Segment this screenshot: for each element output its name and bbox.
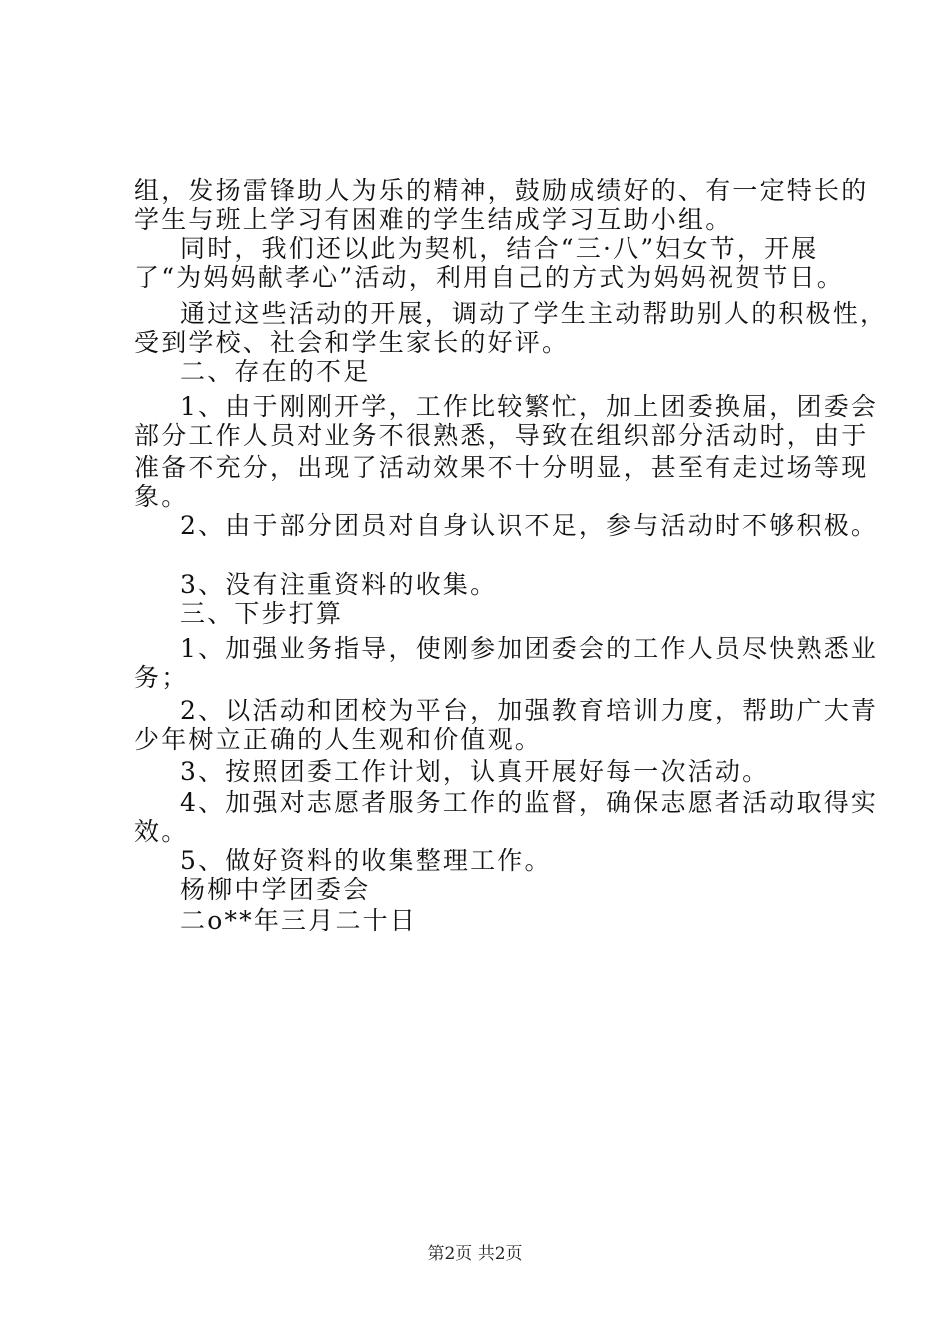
text-line: 通过这些活动的开展，调动了学生主动帮助别人的积极性，	[180, 299, 888, 328]
text-line: 受到学校、社会和学生家长的好评。	[134, 328, 570, 357]
text-line: 少年树立正确的人生观和价值观。	[134, 725, 543, 754]
section-heading: 二、存在的不足	[180, 357, 371, 386]
text-line: 务；	[134, 663, 189, 692]
text-line: 学生与班上学习有困难的学生结成学习互助小组。	[134, 205, 733, 234]
text-line: 2、由于部分团员对自身认识不足，参与活动时不够积极。	[180, 511, 879, 540]
text-line: 1、由于刚刚开学，工作比较繁忙，加上团委换届，团委会	[180, 392, 879, 421]
text-line: 了“为妈妈献孝心”活动，利用自己的方式为妈妈祝贺节日。	[134, 263, 844, 292]
text-line: 5、做好资料的收集整理工作。	[180, 846, 552, 875]
text-line: 象。	[134, 482, 189, 511]
signature-organization: 杨柳中学团委会	[180, 875, 371, 904]
text-line: 4、加强对志愿者服务工作的监督，确保志愿者活动取得实	[180, 788, 879, 817]
section-heading: 三、下步打算	[180, 599, 344, 628]
text-line: 部分工作人员对业务不很熟悉，导致在组织部分活动时，由于	[134, 421, 869, 450]
text-line: 2、以活动和团校为平台，加强教育培训力度，帮助广大青	[180, 696, 879, 725]
page-footer: 第2页 共2页	[427, 1244, 523, 1264]
text-line: 3、按照团委工作计划，认真开展好每一次活动。	[180, 757, 770, 786]
signature-date: 二o**年三月二十日	[180, 906, 418, 935]
text-line: 1、加强业务指导，使刚参加团委会的工作人员尽快熟悉业	[180, 634, 879, 663]
text-line: 同时，我们还以此为契机，结合“三·八”妇女节，开展	[180, 234, 819, 263]
text-line: 组，发扬雷锋助人为乐的精神，鼓励成绩好的、有一定特长的	[134, 176, 869, 205]
text-line: 效。	[134, 817, 189, 846]
text-line: 准备不充分，出现了活动效果不十分明显，甚至有走过场等现	[134, 453, 869, 482]
text-line: 3、没有注重资料的收集。	[180, 570, 498, 599]
